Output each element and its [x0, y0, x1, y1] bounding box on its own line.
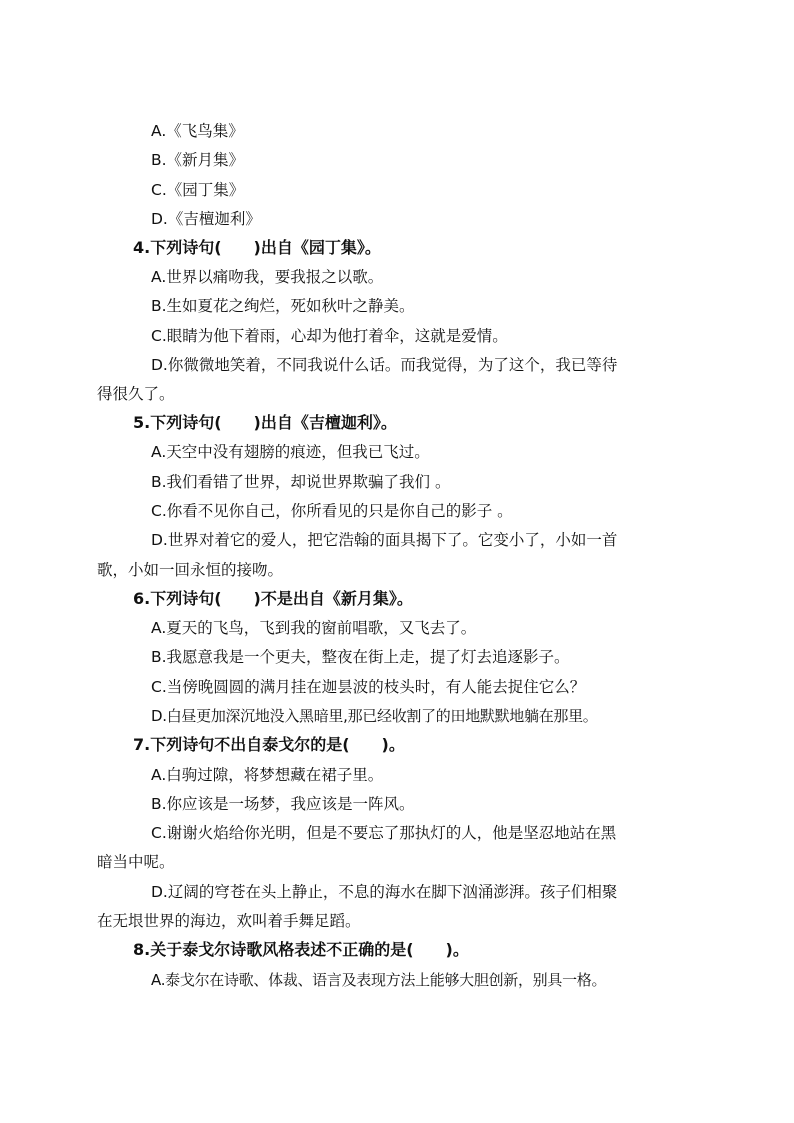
question-6-title: 6.下列诗句( )不是出自《新月集》。	[133, 589, 413, 608]
q3-option-b: B.《新月集》	[151, 151, 245, 169]
q8-option-a: A.泰戈尔在诗歌、体裁、语言及表现方法上能够大胆创新，别具一格。	[151, 971, 607, 989]
q5-option-d: D.世界对着它的爱人，把它浩翰的面具揭下了。它变小了，小如一首	[151, 531, 618, 549]
q3-option-c: C.《园丁集》	[151, 181, 245, 199]
question-4-title: 4.下列诗句( )出自《园丁集》。	[133, 238, 381, 257]
q6-option-b: B.我愿意我是一个更夫，整夜在街上走，提了灯去追逐影子。	[151, 648, 570, 666]
q6-option-c: C.当傍晚圆圆的满月挂在迦昙波的枝头时，有人能去捉住它么？	[151, 678, 586, 696]
q7-option-c-continued: 暗当中呢。	[97, 853, 175, 871]
q6-option-a: A.夏天的飞鸟，飞到我的窗前唱歌，又飞去了。	[151, 619, 477, 637]
q4-option-d: D.你微微地笑着，不同我说什么话。而我觉得，为了这个，我已等待	[151, 356, 618, 374]
q7-option-a: A.白驹过隙，将梦想藏在裙子里。	[151, 766, 384, 784]
q4-option-a: A.世界以痛吻我，要我报之以歌。	[151, 268, 384, 286]
question-8-title: 8.关于泰戈尔诗歌风格表述不正确的是( )。	[133, 940, 469, 959]
question-5-title: 5.下列诗句( )出自《吉檀迦利》。	[133, 413, 397, 432]
question-7-title: 7.下列诗句不出自泰戈尔的是( )。	[133, 735, 405, 754]
q4-option-d-continued: 得很久了。	[97, 385, 175, 403]
q5-option-a: A.天空中没有翅膀的痕迹，但我已飞过。	[151, 443, 430, 461]
q6-option-d: D.白昼更加深沉地没入黑暗里,那已经收割了的田地默默地躺在那里。	[151, 707, 598, 725]
q4-option-b: B.生如夏花之绚烂，死如秋叶之静美。	[151, 297, 415, 315]
q7-option-c: C.谢谢火焰给你光明，但是不要忘了那执灯的人，他是坚忍地站在黑	[151, 824, 617, 842]
q5-option-b: B.我们看错了世界，却说世界欺骗了我们 。	[151, 473, 451, 491]
q7-option-b: B.你应该是一场梦，我应该是一阵风。	[151, 795, 415, 813]
q7-option-d-continued: 在无垠世界的海边，欢叫着手舞足蹈。	[97, 912, 361, 930]
q7-option-d: D.辽阔的穹苍在头上静止，不息的海水在脚下汹涌澎湃。孩子们相聚	[151, 883, 618, 901]
q4-option-c: C.眼睛为他下着雨，心却为他打着伞，这就是爱情。	[151, 327, 508, 345]
q5-option-d-continued: 歌，小如一回永恒的接吻。	[97, 561, 284, 579]
q5-option-c: C.你看不见你自己，你所看见的只是你自己的影子 。	[151, 502, 513, 520]
q3-option-a: A.《飞鸟集》	[151, 122, 244, 140]
q3-option-d: D.《吉檀迦利》	[151, 210, 261, 228]
